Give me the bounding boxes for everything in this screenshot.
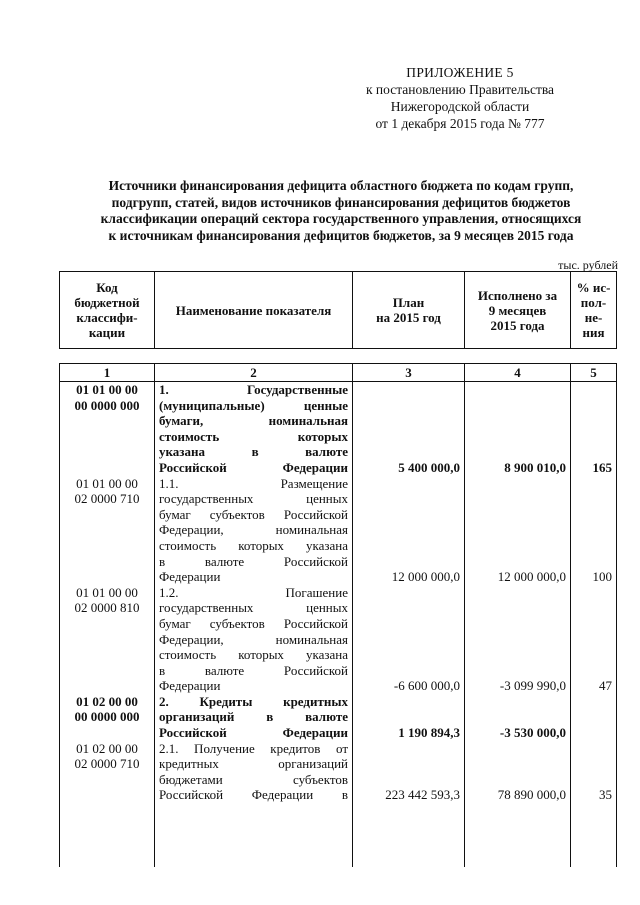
column-number: 2 — [155, 364, 353, 382]
column-number: 5 — [571, 364, 617, 382]
appendix-line: Нижегородской области — [390, 99, 530, 114]
document-title-line: классификации операций сектора государственного управления, относящихся — [100, 211, 582, 226]
column-number: 3 — [353, 364, 465, 382]
row-code: 01 02 00 00 00 0000 000 — [60, 694, 155, 741]
header-name: Наименование показателя — [155, 272, 353, 349]
appendix-line: к постановлению Правительства — [365, 82, 555, 97]
row-executed: 12 000 000,0 — [465, 476, 571, 585]
row-percent: 35 — [571, 741, 617, 803]
row-code: 01 01 00 00 02 0000 810 — [60, 585, 155, 694]
table-row — [60, 382, 617, 476]
row-code: 01 02 00 00 02 0000 710 — [60, 741, 155, 803]
row-code: 01 01 00 00 02 0000 710 — [60, 476, 155, 585]
budget-table — [59, 271, 617, 867]
row-executed: 78 890 000,0 — [465, 741, 571, 803]
row-plan: 5 400 000,0 — [353, 382, 465, 476]
row-executed: -3 099 990,0 — [465, 585, 571, 694]
row-percent — [571, 694, 617, 741]
row-name: 1.1. Размещение государственных ценных бумаг субъектов Российской Федерации, номинальная стоимость которых указана в валюте Российской Федерации — [155, 476, 353, 585]
appendix-line: от 1 декабря 2015 года № 777 — [375, 116, 545, 131]
row-name: 2. Кредиты кредитных организаций в валюте Российской Федерации — [155, 694, 353, 741]
table-row — [60, 741, 617, 803]
table-header-row — [60, 272, 617, 349]
header-percent: % ис- пол- не- ния — [571, 272, 617, 349]
appendix-title: ПРИЛОЖЕНИЕ 5 — [406, 65, 514, 80]
header-plan: План на 2015 год — [353, 272, 465, 349]
row-name: 2.1. Получение кредитов от кредитных организаций бюджетами субъектов Российской Федерации в — [155, 741, 353, 803]
row-plan: 1 190 894,3 — [353, 694, 465, 741]
document-title-line: подгрупп, статей, видов источников финансирования дефицитов бюджетов — [111, 194, 571, 210]
row-executed: 8 900 010,0 — [465, 382, 571, 476]
column-number: 1 — [60, 364, 155, 382]
table-row-continuation — [60, 803, 617, 867]
row-plan: 12 000 000,0 — [353, 476, 465, 585]
header-executed: Исполнено за 9 месяцев 2015 года — [465, 272, 571, 349]
row-name: 1.2. Погашение государственных ценных бумаг субъектов Российской Федерации, номинальная стоимость которых указана в валюте Российской Федерации — [155, 585, 353, 694]
column-number: 4 — [465, 364, 571, 382]
row-plan: -6 600 000,0 — [353, 585, 465, 694]
row-percent: 100 — [571, 476, 617, 585]
table-row — [60, 585, 617, 694]
units-label: тыс. рублей — [558, 258, 618, 272]
column-number-row — [60, 364, 617, 382]
row-code: 01 01 00 00 00 0000 000 — [60, 382, 155, 476]
row-plan: 223 442 593,3 — [353, 741, 465, 803]
document-title — [58, 178, 624, 244]
document-title-line: Источники финансирования дефицита областного бюджета по кодам групп, — [108, 178, 574, 193]
row-percent: 47 — [571, 585, 617, 694]
appendix-block — [340, 64, 580, 132]
row-percent: 165 — [571, 382, 617, 476]
table-row — [60, 476, 617, 585]
document-title-line: к источникам финансирования дефицитов бюджетов, за 9 месяцев 2015 года — [108, 227, 574, 243]
table-spacer — [60, 349, 617, 364]
row-executed: -3 530 000,0 — [465, 694, 571, 741]
row-name: 1. Государственные (муниципальные) ценные бумаги, номинальная стоимость которых указана в валюте Российской Федерации — [155, 382, 353, 476]
header-code: Код бюджетной классифи- кации — [60, 272, 155, 349]
table-row — [60, 694, 617, 741]
